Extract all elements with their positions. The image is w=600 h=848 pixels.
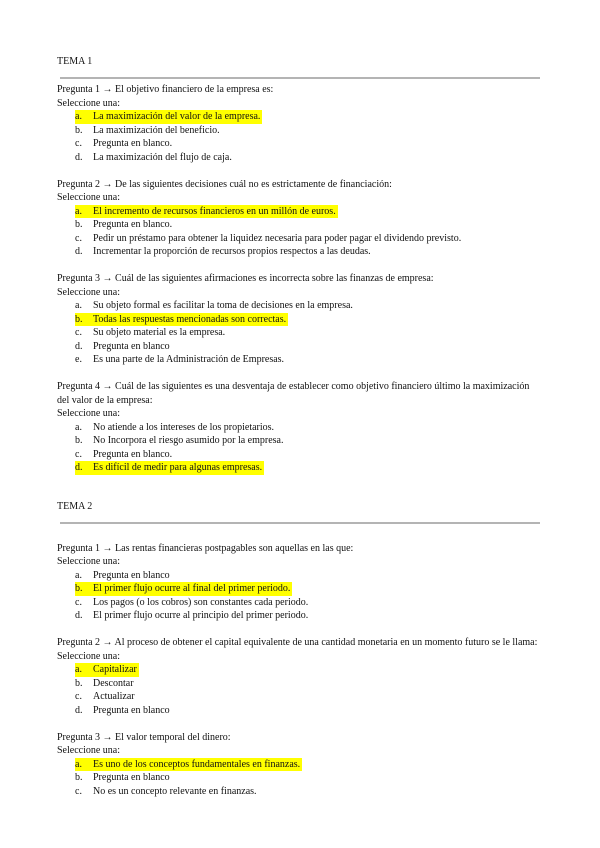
option-content	[75, 663, 139, 677]
question-text: Pregunta 3 → El valor temporal del dinero:	[57, 731, 231, 743]
option-item	[75, 421, 541, 435]
option-content	[75, 758, 302, 772]
option-highlighted	[75, 663, 541, 677]
option-content	[75, 771, 172, 785]
option-content	[75, 245, 373, 259]
question-block	[57, 272, 541, 367]
question-block	[57, 636, 541, 717]
question-block	[57, 83, 541, 164]
option-item	[75, 245, 541, 259]
option-content	[75, 151, 234, 165]
option-content	[75, 677, 136, 691]
section-title: TEMA 1	[57, 56, 93, 67]
options-list	[57, 569, 541, 623]
option-text: Pregunta en blanco.	[93, 219, 173, 230]
select-prompt: Seleccione una:	[57, 408, 121, 419]
question-text: Pregunta 2 → Al proceso de obtener el capital equivalente de una cantidad monetaria en un momento futuro se le llama:	[57, 637, 538, 648]
option-letter: e.	[75, 354, 82, 365]
option-content	[75, 205, 338, 219]
option-text: Su objeto material es la empresa.	[93, 327, 226, 338]
question-text: Pregunta 4 → Cuál de las siguientes es una desventaja de establecer como objetivo financiero último la maximización del valor de la empresa:	[57, 381, 530, 406]
option-content	[75, 569, 172, 583]
option-text: El incremento de recursos financieros en un millón de euros.	[93, 205, 336, 217]
option-letter: a.	[75, 421, 82, 433]
option-item	[75, 677, 541, 691]
option-highlighted	[75, 205, 541, 219]
option-text: Es difícil de medir para algunas empresas.	[93, 462, 263, 473]
option-item	[75, 448, 541, 462]
document-page	[57, 55, 541, 812]
option-letter: d.	[75, 704, 83, 716]
option-text: El primer flujo ocurre al principio del primer periodo.	[93, 610, 309, 621]
option-text: La maximización del flujo de caja.	[93, 151, 232, 163]
option-highlighted	[75, 582, 541, 596]
question-block	[57, 731, 541, 799]
select-prompt: Seleccione una:	[57, 650, 121, 662]
option-content	[75, 609, 310, 623]
option-item	[75, 690, 541, 704]
option-text: Los pagos (o los cobros) son constantes cada periodo.	[93, 596, 309, 608]
option-text: No atiende a los intereses de los propietarios.	[93, 421, 275, 433]
question-block	[57, 380, 541, 475]
option-content	[75, 124, 222, 138]
option-item	[75, 596, 541, 610]
option-letter: d.	[75, 462, 83, 473]
option-item	[75, 124, 541, 138]
option-letter: c.	[75, 785, 82, 797]
option-letter: a.	[75, 664, 82, 675]
option-letter: b.	[75, 124, 83, 136]
option-text: Pregunta en blanco.	[93, 448, 173, 460]
option-letter: c.	[75, 691, 82, 702]
question-text: Pregunta 1 → El objetivo financiero de la empresa es:	[57, 84, 274, 95]
select-prompt: Seleccione una:	[57, 745, 121, 756]
option-content	[75, 461, 264, 475]
option-content	[75, 704, 172, 718]
option-item	[75, 326, 541, 340]
option-text: Pregunta en blanco	[93, 340, 170, 352]
option-letter: a.	[75, 300, 82, 311]
option-text: No es un concepto relevante en finanzas.	[93, 785, 257, 797]
options-list	[57, 421, 541, 475]
option-item	[75, 137, 541, 151]
option-item	[75, 151, 541, 165]
option-content	[75, 785, 259, 799]
option-letter: b.	[75, 772, 83, 783]
option-content	[75, 596, 310, 610]
select-prompt: Seleccione una:	[57, 97, 121, 109]
option-content	[75, 110, 262, 124]
option-letter: b.	[75, 219, 83, 230]
option-item	[75, 218, 541, 232]
option-text: Pedir un préstamo para obtener la liquidez necesaria para poder pagar el dividendo previsto.	[93, 232, 462, 244]
option-content	[75, 421, 276, 435]
option-text: Pregunta en blanco.	[93, 138, 173, 149]
option-item	[75, 704, 541, 718]
option-letter: b.	[75, 677, 83, 689]
option-text: Descontar	[93, 677, 134, 689]
option-text: Actualizar	[93, 691, 135, 702]
option-text: Es uno de los conceptos fundamentales en finanzas.	[93, 758, 301, 770]
section-divider	[60, 77, 540, 79]
option-text: Pregunta en blanco	[93, 704, 170, 716]
option-highlighted	[75, 110, 541, 124]
option-highlighted	[75, 313, 541, 327]
option-letter: a.	[75, 569, 82, 581]
option-letter: c.	[75, 448, 82, 460]
option-content	[75, 448, 174, 462]
option-item	[75, 340, 541, 354]
option-highlighted	[75, 461, 541, 475]
option-item	[75, 232, 541, 246]
option-letter: d.	[75, 340, 83, 352]
option-text: Incrementar la proporción de recursos propios respectos a las deudas.	[93, 246, 371, 257]
option-item	[75, 609, 541, 623]
options-list	[57, 205, 541, 259]
select-prompt: Seleccione una:	[57, 556, 121, 567]
question-text: Pregunta 1 → Las rentas financieras postpagables son aquellas en las que:	[57, 542, 354, 554]
option-content	[75, 690, 137, 704]
option-text: Es una parte de la Administración de Empresas.	[93, 354, 285, 365]
options-list	[57, 663, 541, 717]
question-block	[57, 542, 541, 623]
section-title: TEMA 2	[57, 500, 93, 512]
option-item	[75, 569, 541, 583]
option-content	[75, 340, 172, 354]
options-list	[57, 110, 541, 164]
option-content	[75, 218, 174, 232]
option-letter: a.	[75, 205, 82, 217]
option-content	[75, 353, 286, 367]
option-letter: d.	[75, 610, 83, 621]
option-item	[75, 434, 541, 448]
option-content	[75, 582, 292, 596]
option-text: Su objeto formal es facilitar la toma de decisiones en la empresa.	[93, 300, 353, 311]
option-text: La maximización del beneficio.	[93, 124, 220, 136]
option-content	[75, 434, 286, 448]
select-prompt: Seleccione una:	[57, 286, 121, 298]
options-list	[57, 299, 541, 367]
option-content	[75, 326, 227, 340]
question-block	[57, 178, 541, 259]
option-text: Todas las respuestas mencionadas son correctas.	[93, 313, 287, 325]
option-content	[75, 299, 355, 313]
option-item	[75, 785, 541, 799]
option-letter: a.	[75, 758, 82, 770]
select-prompt: Seleccione una:	[57, 192, 121, 203]
option-content	[75, 137, 174, 151]
option-item	[75, 353, 541, 367]
option-letter: d.	[75, 151, 83, 163]
option-text: Pregunta en blanco	[93, 772, 170, 783]
option-letter: a.	[75, 111, 82, 122]
option-letter: b.	[75, 313, 83, 325]
option-letter: d.	[75, 246, 83, 257]
option-text: El primer flujo ocurre al final del primer periodo.	[93, 583, 291, 594]
option-content	[75, 313, 288, 327]
option-letter: c.	[75, 232, 82, 244]
option-text: No Incorpora el riesgo asumido por la empresa.	[93, 435, 284, 446]
option-letter: c.	[75, 327, 82, 338]
option-item	[75, 771, 541, 785]
section-tema-2	[57, 500, 541, 799]
option-content	[75, 232, 463, 246]
section-tema-1	[57, 55, 541, 475]
section-divider	[60, 522, 540, 524]
option-letter: c.	[75, 138, 82, 149]
question-text: Pregunta 3 → Cuál de las siguientes afirmaciones es incorrecta sobre las finanzas de empresa:	[57, 273, 434, 284]
option-letter: b.	[75, 435, 83, 446]
option-text: La maximización del valor de la empresa.	[93, 111, 261, 122]
option-item	[75, 299, 541, 313]
option-text: Pregunta en blanco	[93, 569, 170, 581]
option-letter: b.	[75, 583, 83, 594]
option-text: Capitalizar	[93, 664, 137, 675]
option-highlighted	[75, 758, 541, 772]
option-letter: c.	[75, 596, 82, 608]
options-list	[57, 758, 541, 799]
question-text: Pregunta 2 → De las siguientes decisiones cuál no es estrictamente de financiación:	[57, 178, 392, 190]
